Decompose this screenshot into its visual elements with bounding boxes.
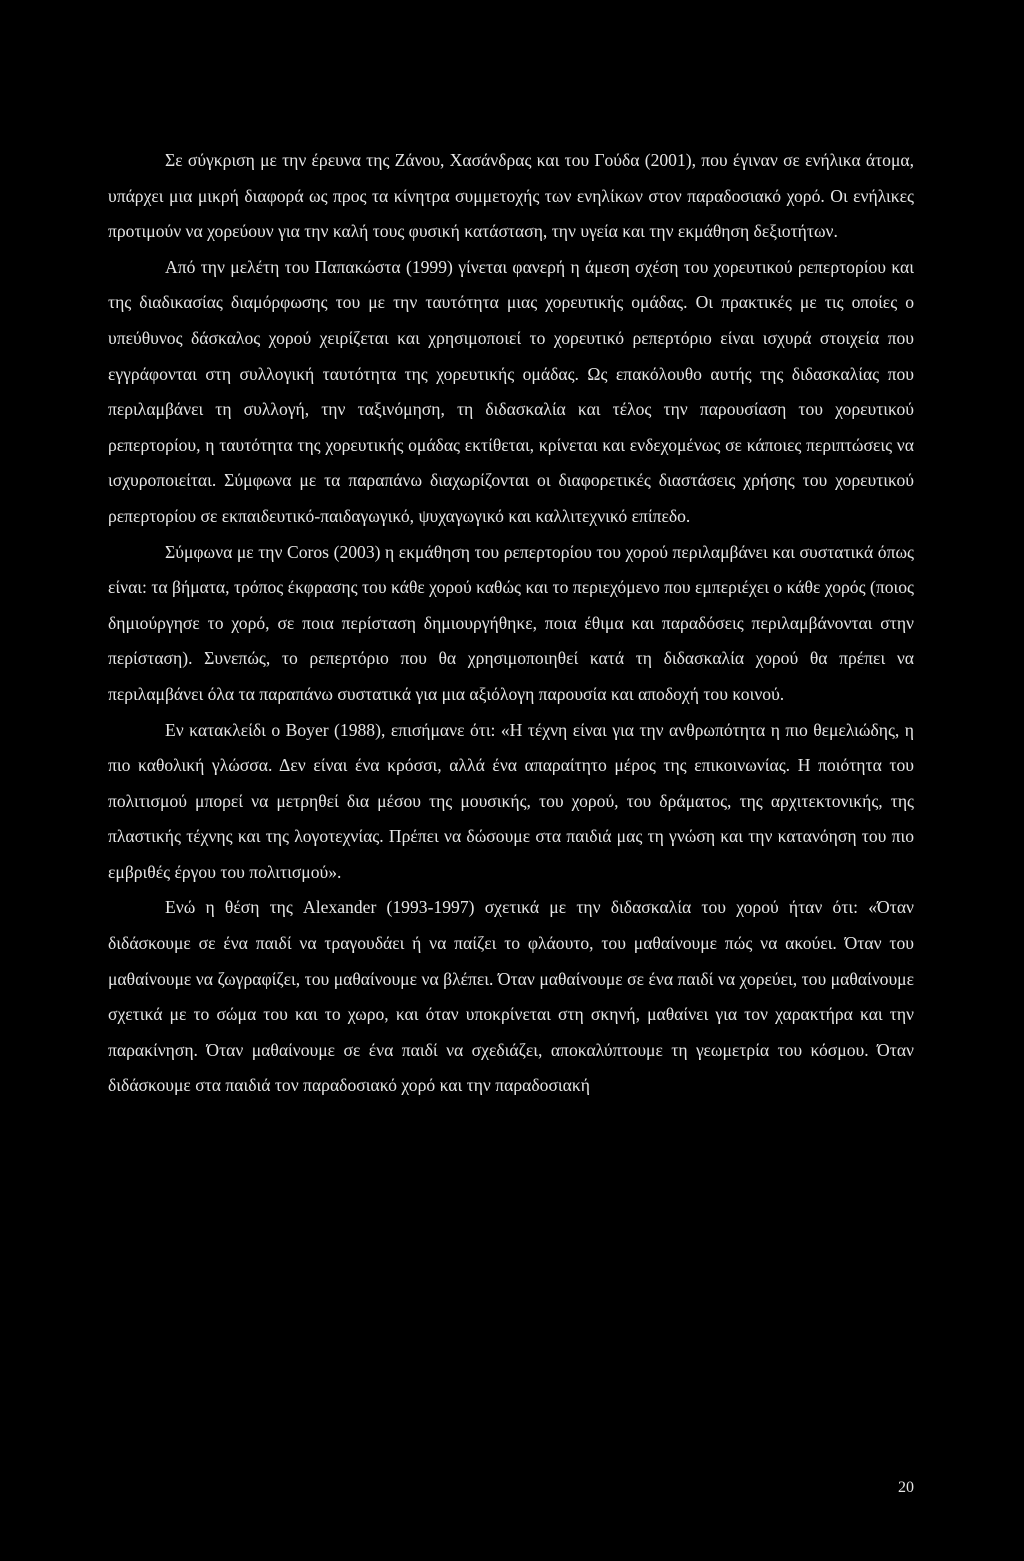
paragraph-alexander-quote: Ενώ η θέση της Alexander (1993-1997) σχετικά με την διδασκαλία του χορού ήταν ότι: «Όταν διδάσκουμε σε ένα παιδί να τραγουδάει ή να παίζει το φλάουτο, του μαθαίνουμε πώς να ακούει. Όταν του μαθαίνουμε να ζωγραφίζει, του μαθαίνουμε να βλέπει. Όταν μαθαίνουμε σε ένα παιδί να χορεύει, του μαθαίνουμε σχετικά με το σώμα του και το χωρο, και όταν υποκρίνεται στη σκηνή, μαθαίνει για τον χαρακτήρα και την παρακίνηση. Όταν μαθαίνουμε σε ένα παιδί να σχεδιάζει, αποκαλύπτουμε τη γεωμετρία του κόσμου. Όταν διδάσκουμε στα παιδιά τον παραδοσιακό χορό και την παραδοσιακή (108, 897, 914, 1096)
paragraph-comparison-study: Σε σύγκριση με την έρευνα της Ζάνου, Χασάνδρας και του Γούδα (2001), που έγιναν σε ενήλικα άτομα, υπάρχει μια μικρή διαφορά ως προς τα κίνητρα συμμετοχής των ενηλίκων στον παραδοσιακό χορό. Οι ενήλικες προτιμούν να χορεύουν για την καλή τους φυσική κατάσταση, την υγεία και την εκμάθηση δεξιοτήτων. (108, 150, 914, 242)
page-number: 20 (898, 1479, 914, 1496)
paragraph-coros-study: Σύμφωνα με την Coros (2003) η εκμάθηση του ρεπερτορίου του χορού περιλαμβάνει και συστατικά όπως είναι: τα βήματα, τρόπος έκφρασης του κάθε χορού καθώς και το περιεχόμενο που εμπεριέχει ο κάθε χορός (ποιος δημιούργησε το χορό, σε ποια περίσταση δημιουργήθηκε, ποια έθιμα και παραδόσεις περιλαμβάνονται στην περίσταση). Συνεπώς, το ρεπερτόριο που θα χρησιμοποιηθεί κατά τη διδασκαλία χορού θα πρέπει να περιλαμβάνει όλα τα παραπάνω συστατικά για μια αξιόλογη παρουσία και αποδοχή του κοινού. (108, 541, 914, 704)
body-text (108, 143, 914, 1104)
paragraph-papakosta-study: Από την μελέτη του Παπακώστα (1999) γίνεται φανερή η άμεση σχέση του χορευτικού ρεπερτορίου και της διαδικασίας διαμόρφωσης του με την ταυτότητα μιας χορευτικής ομάδας. Οι πρακτικές με τις οποίες ο υπεύθυνος δάσκαλος χορού χειρίζεται και χρησιμοποιεί το χορευτικό ρεπερτόριο είναι ισχυρά στοιχεία που εγγράφονται στη συλλογική ταυτότητα της χορευτικής ομάδας. Ως επακόλουθο αυτής της διδασκαλίας που περιλαμβάνει τη συλλογή, την ταξινόμηση, τη διδασκαλία και τέλος την παρουσίαση του χορευτικού ρεπερτορίου, η ταυτότητα της χορευτικής ομάδας εκτίθεται, κρίνεται και ενδεχομένως σε κάποιες περιπτώσεις να ισχυροποιείται. Σύμφωνα με τα παραπάνω διαχωρίζονται οι διαφορετικές διαστάσεις χρήσης του χορευτικού ρεπερτορίου σε εκπαιδευτικό-παιδαγωγικό, ψυχαγωγικό και καλλιτεχνικό επίπεδο. (108, 256, 914, 526)
paragraph-boyer-quote: Εν κατακλείδι ο Boyer (1988), επισήμανε ότι: «Η τέχνη είναι για την ανθρωπότητα η πιο θεμελιώδης, η πιο καθολική γλώσσα. Δεν είναι ένα κρόσσι, αλλά ένα απαραίτητο μέρος της επικοινωνίας. Η ποιότητα του πολιτισμού μπορεί να μετρηθεί δια μέσου της μουσικής, του χορού, του δράματος, της αρχιτεκτονικής, της πλαστικής τέχνης και της λογοτεχνίας. Πρέπει να δώσουμε στα παιδιά μας τη γνώση και την κατανόηση του πιο εμβριθές έργου του πολιτισμού». (108, 719, 914, 882)
